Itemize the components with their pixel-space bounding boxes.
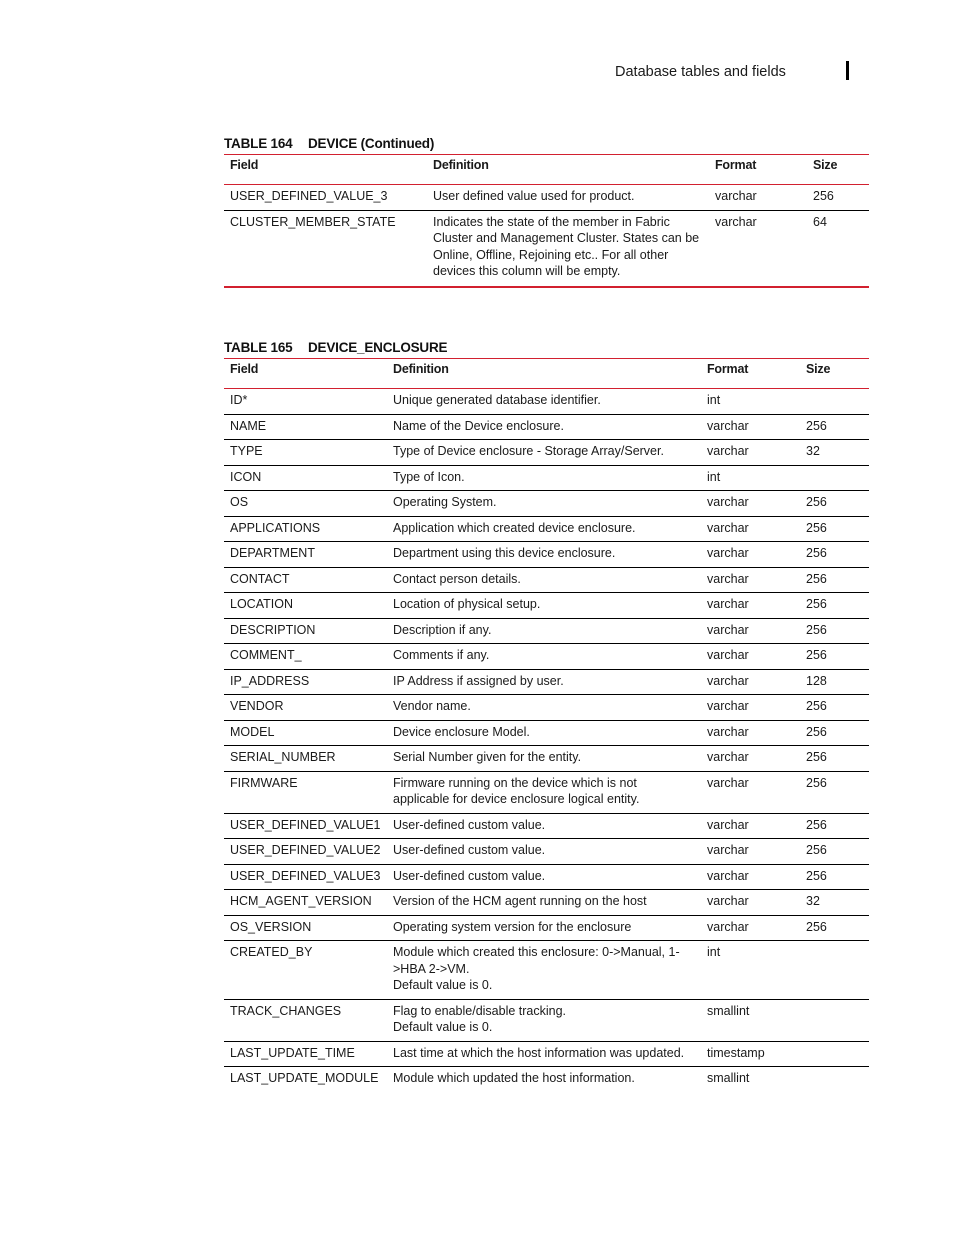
table-row [224, 746, 869, 772]
field-cell-text: IP_ADDRESS [230, 673, 310, 688]
table-row [224, 669, 869, 695]
definition-cell [387, 644, 701, 670]
format-cell-text: varchar [707, 750, 749, 764]
field-cell [224, 440, 387, 466]
format-cell [701, 771, 800, 813]
size-cell-text: 256 [806, 750, 827, 764]
format-cell-text: timestamp [707, 1045, 765, 1060]
field-cell [224, 542, 387, 568]
definition-cell [387, 839, 701, 865]
definition-cell-text: Firmware running on the device which is not applicable for device enclosure logical entity. [393, 775, 640, 806]
definition-cell-text: User defined value used for product. [433, 189, 635, 203]
definition-cell-text: Last time at which the host information was updated. [393, 1045, 685, 1060]
size-cell-text: 256 [813, 189, 834, 203]
format-cell-text: varchar [715, 189, 757, 203]
field-cell-text: USER_DEFINED_VALUE1 [230, 817, 381, 832]
field-cell-text: LOCATION [230, 597, 293, 611]
field-cell-text: DEPARTMENT [230, 546, 315, 560]
format-cell [709, 210, 807, 287]
definition-note-text: Default value is 0. [393, 1020, 493, 1034]
format-cell-text: varchar [707, 843, 749, 857]
field-cell [224, 516, 387, 542]
table-164-caption [224, 134, 869, 154]
field-cell [224, 618, 387, 644]
format-cell [701, 999, 800, 1041]
definition-cell [387, 542, 701, 568]
table-row [224, 864, 869, 890]
format-cell-text: varchar [707, 622, 749, 637]
table-row [224, 695, 869, 721]
size-cell [800, 618, 869, 644]
definition-cell-text: Operating System. [393, 495, 497, 509]
size-cell [800, 864, 869, 890]
column-header-size: Size [807, 155, 869, 185]
definition-cell [387, 695, 701, 721]
format-cell-text: varchar [715, 214, 757, 229]
definition-cell [387, 389, 701, 415]
format-cell-text: varchar [707, 724, 749, 739]
table-row [224, 567, 869, 593]
format-cell-text: varchar [707, 699, 749, 713]
field-cell [224, 839, 387, 865]
size-cell-text: 256 [806, 418, 827, 433]
field-cell-text: ID* [230, 393, 248, 407]
format-cell [701, 618, 800, 644]
field-cell [224, 414, 387, 440]
format-cell-text: varchar [707, 648, 749, 662]
field-cell-text: COMMENT_ [230, 648, 302, 662]
format-cell [701, 593, 800, 619]
field-cell [224, 593, 387, 619]
table-165-name: DEVICE_ENCLOSURE [308, 340, 448, 355]
field-cell-text: VENDOR [230, 699, 284, 713]
field-cell-text: USER_DEFINED_VALUE3 [230, 868, 381, 883]
definition-cell-text: Department using this device enclosure. [393, 546, 616, 560]
format-cell [701, 389, 800, 415]
size-cell [800, 720, 869, 746]
field-cell [224, 695, 387, 721]
definition-cell-text: IP Address if assigned by user. [393, 673, 564, 688]
table-row [224, 813, 869, 839]
table-165-number: TABLE 165 [224, 340, 293, 355]
format-cell [701, 542, 800, 568]
table-row [224, 941, 869, 1000]
field-cell-text: DESCRIPTION [230, 622, 316, 637]
format-cell [701, 1067, 800, 1092]
table-row [224, 491, 869, 517]
size-cell [800, 839, 869, 865]
size-cell-text: 32 [806, 444, 820, 458]
size-cell [800, 1067, 869, 1092]
field-cell [224, 864, 387, 890]
size-cell-text: 256 [806, 919, 827, 934]
format-cell-text: int [707, 393, 721, 407]
table-row [224, 440, 869, 466]
definition-cell [387, 1041, 701, 1067]
definition-cell-text: Unique generated database identifier. [393, 393, 601, 407]
field-cell [224, 890, 387, 916]
format-cell-text: varchar [707, 444, 749, 458]
field-cell [224, 644, 387, 670]
definition-cell-text: Name of the Device enclosure. [393, 418, 564, 433]
field-cell [224, 941, 387, 1000]
definition-cell-text: User-defined custom value. [393, 817, 546, 832]
format-cell [701, 695, 800, 721]
table-row [224, 915, 869, 941]
format-cell [701, 746, 800, 772]
definition-cell [387, 669, 701, 695]
size-cell-text: 64 [813, 214, 827, 229]
field-cell-text: TYPE [230, 444, 263, 458]
format-cell-text: smallint [707, 1071, 750, 1085]
size-cell-text: 256 [806, 622, 827, 637]
table-165-header-row [224, 359, 869, 389]
format-cell [701, 465, 800, 491]
field-cell-text: CONTACT [230, 571, 290, 586]
definition-cell [387, 491, 701, 517]
field-cell-text: OS_VERSION [230, 919, 312, 934]
format-cell-text: varchar [707, 817, 749, 832]
format-cell [701, 915, 800, 941]
definition-cell [387, 941, 701, 1000]
size-cell-text: 256 [806, 597, 827, 611]
table-row [224, 618, 869, 644]
field-cell-text: CREATED_BY [230, 945, 313, 959]
table-164-body [224, 185, 869, 287]
table-row [224, 771, 869, 813]
table-164-header-row [224, 155, 869, 185]
definition-cell-text: Flag to enable/disable tracking. [393, 1003, 567, 1018]
size-cell [800, 890, 869, 916]
size-cell-text: 256 [806, 520, 827, 535]
field-cell [224, 465, 387, 491]
field-cell-text: NAME [230, 418, 267, 433]
definition-cell-text: Device enclosure Model. [393, 724, 530, 739]
definition-cell-text: Location of physical setup. [393, 597, 541, 611]
definition-cell [387, 465, 701, 491]
size-cell [800, 414, 869, 440]
field-cell [224, 771, 387, 813]
size-cell [800, 516, 869, 542]
field-cell [224, 389, 387, 415]
definition-cell-text: Contact person details. [393, 571, 521, 586]
column-header-format: Format [709, 155, 807, 185]
definition-cell [387, 567, 701, 593]
definition-cell [387, 915, 701, 941]
format-cell-text: varchar [707, 673, 749, 688]
size-cell [800, 669, 869, 695]
definition-cell-text: Application which created device enclosure. [393, 520, 636, 535]
size-cell-text: 256 [806, 699, 827, 713]
size-cell [800, 746, 869, 772]
table-row [224, 839, 869, 865]
format-cell [701, 491, 800, 517]
size-cell [800, 695, 869, 721]
definition-cell [387, 516, 701, 542]
field-cell [224, 999, 387, 1041]
size-cell-text: 256 [806, 571, 827, 586]
field-cell [224, 813, 387, 839]
definition-cell-text: Type of Icon. [393, 469, 465, 484]
definition-cell-text: User-defined custom value. [393, 868, 546, 883]
size-cell [800, 771, 869, 813]
format-cell-text: varchar [707, 418, 749, 433]
field-cell-text: ICON [230, 469, 262, 484]
format-cell [709, 185, 807, 211]
definition-cell [387, 720, 701, 746]
format-cell-text: varchar [707, 868, 749, 883]
size-cell [800, 1041, 869, 1067]
field-cell [224, 1041, 387, 1067]
table-165-body [224, 389, 869, 1092]
format-cell-text: varchar [707, 919, 749, 934]
size-cell [800, 567, 869, 593]
field-cell-text: TRACK_CHANGES [230, 1003, 342, 1018]
table-164-number: TABLE 164 [224, 136, 293, 151]
size-cell-text: 256 [806, 546, 827, 560]
running-header-title: Database tables and fields [615, 64, 786, 80]
table-row [224, 644, 869, 670]
definition-cell-text: Operating system version for the enclosure [393, 919, 632, 934]
size-cell [807, 185, 869, 211]
definition-cell-text: Description if any. [393, 622, 492, 637]
definition-cell [387, 864, 701, 890]
table-164-name: DEVICE (Continued) [308, 136, 435, 151]
field-cell [224, 185, 427, 211]
size-cell [800, 389, 869, 415]
field-cell [224, 210, 427, 287]
definition-cell-text: Version of the HCM agent running on the host [393, 894, 647, 908]
format-cell-text: varchar [707, 597, 749, 611]
field-cell [224, 491, 387, 517]
field-cell-text: HCM_AGENT_VERSION [230, 894, 372, 908]
definition-cell-text: User-defined custom value. [393, 843, 546, 857]
definition-cell [387, 890, 701, 916]
size-cell [800, 915, 869, 941]
column-header-definition: Definition [427, 155, 709, 185]
field-cell [224, 720, 387, 746]
format-cell-text: varchar [707, 894, 749, 908]
definition-cell [387, 1067, 701, 1092]
size-cell [800, 644, 869, 670]
format-cell [701, 864, 800, 890]
format-cell [701, 813, 800, 839]
definition-cell-text: Comments if any. [393, 648, 490, 662]
definition-cell-text: Module which updated the host information. [393, 1071, 635, 1085]
definition-cell [387, 746, 701, 772]
table-row [224, 593, 869, 619]
field-cell-text: USER_DEFINED_VALUE2 [230, 843, 381, 857]
table-row [224, 414, 869, 440]
field-cell-text: SERIAL_NUMBER [230, 750, 336, 764]
table-row [224, 185, 869, 211]
format-cell [701, 941, 800, 1000]
definition-cell-text: Module which created this enclosure: 0->Manual, 1->HBA 2->VM. [393, 945, 680, 976]
table-row [224, 720, 869, 746]
definition-cell [427, 185, 709, 211]
format-cell [701, 516, 800, 542]
definition-cell [387, 771, 701, 813]
column-header-definition: Definition [387, 359, 701, 389]
definition-cell [387, 999, 701, 1041]
size-cell [800, 465, 869, 491]
size-cell-text: 256 [806, 775, 827, 790]
size-cell [800, 813, 869, 839]
field-cell-text: FIRMWARE [230, 775, 298, 790]
size-cell [800, 491, 869, 517]
size-cell-text: 256 [806, 843, 827, 857]
definition-cell-text: Indicates the state of the member in Fabric Cluster and Management Cluster. States can be Online, Offline, Rejoining etc.. For all other devices this column will be empty. [433, 214, 700, 278]
format-cell [701, 669, 800, 695]
format-cell-text: smallint [707, 1003, 750, 1018]
table-row [224, 542, 869, 568]
definition-cell [387, 440, 701, 466]
format-cell [701, 644, 800, 670]
table-row [224, 1067, 869, 1092]
format-cell-text: varchar [707, 495, 749, 509]
size-cell [800, 999, 869, 1041]
size-cell-text: 256 [806, 724, 827, 739]
table-164 [224, 154, 869, 288]
table-row [224, 516, 869, 542]
size-cell-text: 256 [806, 868, 827, 883]
field-cell-text: LAST_UPDATE_MODULE [230, 1071, 379, 1085]
table-165-caption [224, 338, 869, 358]
header-marker-bar [846, 61, 849, 80]
field-cell [224, 915, 387, 941]
table-row [224, 389, 869, 415]
definition-cell [387, 414, 701, 440]
format-cell [701, 1041, 800, 1067]
format-cell-text: int [707, 945, 721, 959]
table-row [224, 1041, 869, 1067]
size-cell-text: 128 [806, 673, 827, 688]
table-164-block [224, 134, 869, 288]
field-cell-text: CLUSTER_MEMBER_STATE [230, 214, 396, 229]
table-row [224, 890, 869, 916]
definition-cell [387, 813, 701, 839]
table-row [224, 210, 869, 287]
size-cell [800, 542, 869, 568]
size-cell [807, 210, 869, 287]
column-header-size: Size [800, 359, 869, 389]
column-header-field: Field [224, 359, 387, 389]
format-cell [701, 567, 800, 593]
table-165-block [224, 338, 869, 1092]
format-cell-text: int [707, 469, 721, 484]
table-row [224, 999, 869, 1041]
definition-note-text: Default value is 0. [393, 978, 493, 992]
size-cell-text: 256 [806, 648, 827, 662]
definition-cell [387, 593, 701, 619]
field-cell [224, 669, 387, 695]
size-cell [800, 440, 869, 466]
format-cell [701, 720, 800, 746]
format-cell-text: varchar [707, 571, 749, 586]
field-cell-text: LAST_UPDATE_TIME [230, 1045, 355, 1060]
definition-cell-text: Vendor name. [393, 699, 471, 713]
format-cell-text: varchar [707, 775, 749, 790]
table-165 [224, 358, 869, 1092]
definition-cell [427, 210, 709, 287]
field-cell-text: USER_DEFINED_VALUE_3 [230, 189, 388, 203]
field-cell [224, 1067, 387, 1092]
format-cell-text: varchar [707, 520, 749, 535]
field-cell [224, 746, 387, 772]
format-cell [701, 414, 800, 440]
field-cell [224, 567, 387, 593]
field-cell-text: MODEL [230, 724, 275, 739]
field-cell-text: OS [230, 495, 249, 509]
size-cell [800, 941, 869, 1000]
format-cell [701, 890, 800, 916]
field-cell-text: APPLICATIONS [230, 520, 321, 535]
size-cell-text: 256 [806, 817, 827, 832]
column-header-field: Field [224, 155, 427, 185]
size-cell [800, 593, 869, 619]
table-row [224, 465, 869, 491]
column-header-format: Format [701, 359, 800, 389]
definition-cell [387, 618, 701, 644]
format-cell [701, 440, 800, 466]
definition-cell-text: Type of Device enclosure - Storage Array/Server. [393, 444, 664, 458]
definition-cell-text: Serial Number given for the entity. [393, 750, 582, 764]
format-cell-text: varchar [707, 546, 749, 560]
size-cell-text: 256 [806, 495, 827, 509]
format-cell [701, 839, 800, 865]
size-cell-text: 32 [806, 894, 820, 908]
